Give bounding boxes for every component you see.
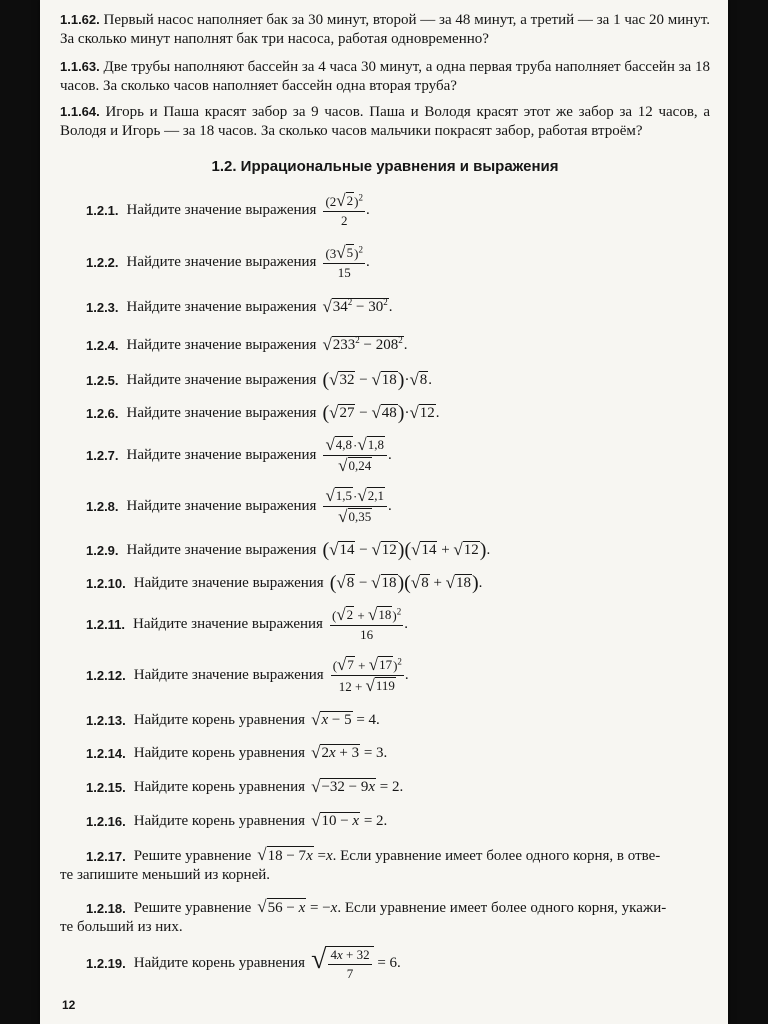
- problem-text: Две трубы наполняют бассейн за 4 часа 30 минут, а одна первая труба наполняет бассейн за 18 часов. За сколько часов наполняет бассейн одна вторая труба?: [60, 59, 710, 94]
- problem-1-2-12: [86, 656, 409, 694]
- expression: √ 1,5 · √ 2,1 √ 0,35 .: [325, 486, 392, 526]
- expression: √ 18 − 7x = x: [257, 845, 333, 864]
- problem-text: Первый насос наполняет бак за 30 минут, второй — за 48 минут, а третий — за 1 час 20 минут. За сколько минут наполнят бак три насоса, работая одновременно?: [60, 12, 710, 47]
- problem-label: Найдите значение выражения: [126, 253, 317, 270]
- problem-text: . Если уравнение имеет более одного корня, укажи-: [337, 899, 667, 916]
- problem-label: Найдите значение выражения: [126, 298, 317, 315]
- problem-1-2-6: [86, 403, 440, 423]
- expression: (3 √ 5 )$^2$ 15 .: [325, 243, 370, 280]
- problem-number: 1.2.8.: [86, 498, 119, 514]
- problem-number: 1.1.64.: [60, 104, 100, 119]
- problem-number: 1.2.10.: [86, 575, 126, 591]
- problem-1-2-19: [86, 946, 401, 981]
- problem-number: 1.1.62.: [60, 12, 100, 27]
- expression: √ −32 − 9x = 2.: [311, 777, 404, 796]
- problem-label: Найдите значение выражения: [126, 497, 317, 514]
- problem-number: 1.2.12.: [86, 667, 126, 683]
- problem-1-2-14: [86, 744, 387, 762]
- problem-number: 1.2.1.: [86, 202, 119, 218]
- problem-text-continued: те запишите меньший из корней.: [60, 867, 271, 883]
- problem-label: Найдите значение выражения: [133, 666, 324, 683]
- problem-number: 1.2.6.: [86, 405, 119, 421]
- problem-number: 1.2.9.: [86, 542, 119, 558]
- problem-1-2-4: [86, 336, 408, 354]
- problem-number: 1.2.16.: [86, 813, 126, 829]
- problem-1-2-5: [86, 370, 432, 390]
- problem-label: Найдите значение выражения: [126, 371, 317, 388]
- page-number: 12: [62, 998, 76, 1012]
- expression: √ $\frac{4x + 32}{7}$ = 6.: [311, 944, 401, 981]
- problem-number: 1.2.17.: [86, 848, 126, 864]
- problem-1-2-13: [86, 711, 380, 729]
- expression: ( √ 2 + √ 18 )$^2$ 16 .: [331, 605, 408, 642]
- problem-1-2-10: [86, 573, 482, 593]
- expression: √ 4,8 · √ 1,8 √ 0,24 .: [325, 435, 392, 475]
- problem-label: Найдите значение выражения: [126, 336, 317, 353]
- problem-1-1-64: [60, 102, 710, 141]
- expression: √ $34^2 - 30^2$ .: [322, 297, 393, 316]
- problem-number: 1.2.14.: [86, 745, 126, 761]
- problem-number: 1.2.2.: [86, 254, 119, 270]
- problem-number: 1.2.19.: [86, 956, 126, 971]
- problem-1-2-18: [60, 898, 710, 937]
- problem-label: Решите уравнение: [133, 899, 252, 916]
- problem-label: Найдите значение выражения: [126, 404, 317, 421]
- problem-text-continued: те больший из них.: [60, 919, 183, 935]
- problem-label: Найдите корень уравнения: [133, 711, 306, 728]
- problem-1-1-63: [60, 57, 710, 96]
- problem-label: Найдите значение выражения: [133, 574, 324, 591]
- problem-label: Найдите значение выражения: [126, 541, 317, 558]
- problem-number: 1.1.63.: [60, 59, 100, 74]
- expression: ( √ 27 − √ 48 ) · √ 12 .: [322, 402, 440, 424]
- problem-number: 1.2.18.: [86, 900, 126, 916]
- expression: √ 56 − x = − x: [257, 897, 338, 916]
- problem-1-1-62: [60, 10, 710, 49]
- expression: ( √ 8 − √ 18 )( √ 8 + √ 18 ) .: [329, 572, 483, 594]
- expression: ( √ 32 − √ 18 ) · √ 8 .: [322, 369, 433, 391]
- problem-number: 1.2.5.: [86, 372, 119, 388]
- expression: ( √ 14 − √ 12 )( √ 14 + √ 12 ) .: [322, 539, 491, 561]
- problem-number: 1.2.7.: [86, 447, 119, 463]
- problem-1-2-7: [86, 436, 392, 474]
- problem-number: 1.2.13.: [86, 712, 126, 728]
- problem-1-2-8: [86, 487, 392, 525]
- problem-label: Найдите значение выражения: [126, 201, 317, 218]
- problem-1-2-2: [86, 244, 370, 280]
- problem-label: Решите уравнение: [133, 847, 252, 864]
- problem-1-2-1: [86, 192, 370, 228]
- expression: (2 √ 2 )$^2$ 2 .: [325, 191, 370, 228]
- problem-number: 1.2.11.: [86, 616, 126, 632]
- problem-1-2-15: [86, 778, 403, 796]
- problem-1-2-3: [86, 298, 393, 316]
- expression: √ 2x + 3 = 3.: [311, 743, 388, 762]
- problem-label: Найдите значение выражения: [133, 615, 323, 632]
- problem-text: Игорь и Паша красят забор за 9 часов. Паша и Володя красят этот же забор за 12 часов, а Володя и Игорь — за 18 часов. За сколько часов мальчики покрасят забор, работая втроём?: [60, 104, 711, 139]
- expression: √ $233^2 - 208^2$ .: [322, 335, 408, 354]
- expression: √ x − 5 = 4.: [311, 710, 380, 729]
- problem-number: 1.2.15.: [86, 779, 126, 795]
- expression: √ 10 − x = 2.: [311, 811, 388, 830]
- problem-1-2-17: [60, 846, 710, 885]
- problem-number: 1.2.3.: [86, 299, 119, 315]
- problem-1-2-16: [86, 812, 387, 830]
- expression: ( √ 7 + √ 17 )$^2$ 12 + √ 119 .: [332, 655, 409, 695]
- problem-label: Найдите корень уравнения: [133, 744, 306, 761]
- problem-label: Найдите корень уравнения: [133, 955, 306, 971]
- problem-label: Найдите корень уравнения: [133, 812, 306, 829]
- problem-label: Найдите значение выражения: [126, 446, 317, 463]
- problem-number: 1.2.4.: [86, 337, 119, 353]
- problem-1-2-11: [86, 606, 408, 642]
- problem-label: Найдите корень уравнения: [133, 778, 306, 795]
- section-heading: 1.2. Иррациональные уравнения и выражения: [211, 158, 559, 175]
- problem-1-2-9: [86, 540, 490, 560]
- problem-text: . Если уравнение имеет более одного корня, в отве-: [332, 847, 661, 864]
- document-page: [40, 0, 728, 1024]
